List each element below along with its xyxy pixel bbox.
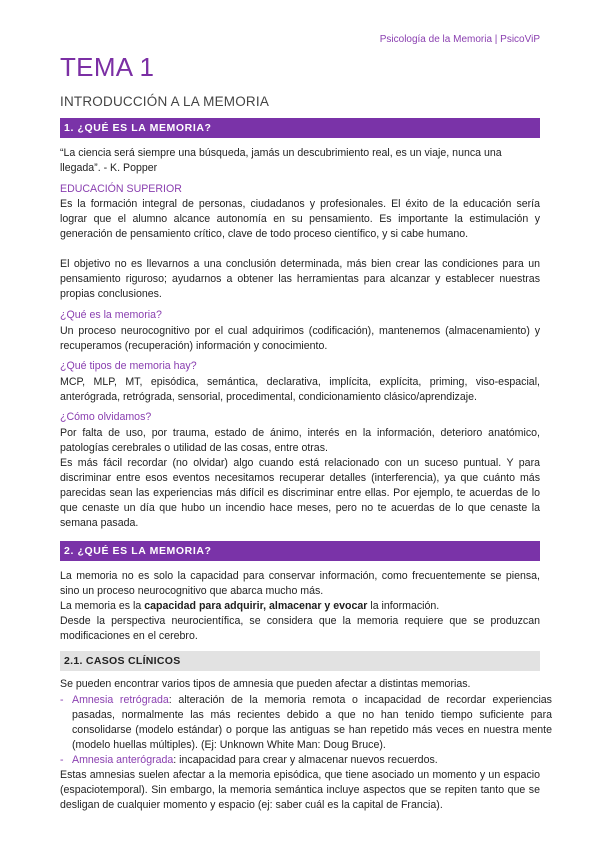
answer-paragraph-2: MCP, MLP, MT, episódica, semántica, declarativa, implícita, explícita, priming, viso-espacial, anterógrada, retrógrada, sensorial, procedimental, condicionamiento clásico/aprendizaje. (60, 376, 540, 403)
list-item-text: : alteración de la memoria remota o incapacidad de recordar experiencias pasadas, normalmente las más recientes debido a que no han tenido tiempo suficiente para consolidarse (modelo estándar) o porque las antiguas se han repetido más veces en nuestra mente (modelo huellas múltiples). (Ej: Unknown White Man: Doug Bruce). (72, 694, 552, 751)
edu-paragraph-2: El objetivo no es llevarnos a una conclusión determinada, más bien crear las condiciones para un pensamiento riguroso; ayudarnos a obtener las herramientas para alcanzar y establecer nuestras propias conclusiones. (60, 258, 540, 300)
question-heading-1: ¿Qué es la memoria? (60, 309, 162, 321)
section2-paragraph-1: La memoria no es solo la capacidad para conservar información, como frecuentemente se piensa, sino un proceso neurocognitivo que abarca mucho más. (60, 570, 540, 597)
list-item-label: Amnesia retrógrada (72, 694, 169, 706)
list-dash: - (60, 694, 64, 706)
section2-paragraph-3: Desde la perspectiva neurocientífica, se considera que la memoria requiere que se produzcan modificaciones en el cerebro. (60, 615, 540, 642)
answer-paragraph-3a: Por falta de uso, por trauma, estado de ánimo, interés en la información, deterioro anatómico, patologías cerebrales o utilidad de las cosas, entre otras. (60, 427, 540, 454)
amnesia-closing: Estas amnesias suelen afectar a la memoria episódica, que tiene asociado un momento y un espacio (espaciotemporal). Sin embargo, la memoria semántica incluye aspectos que se repiten tanto que se desligan de cualquier momento y espacio (ej: saber cuál es la capital de Francia). (60, 769, 540, 811)
list-item (60, 753, 552, 768)
popper-quote: “La ciencia será siempre una búsqueda, jamás un descubrimiento real, es un viaje, nunca una llegada”. - K. Popper (60, 147, 502, 174)
list-dash: - (60, 754, 64, 766)
subsection-heading-2-1: 2.1. CASOS CLÍNICOS (60, 651, 540, 671)
amnesia-intro: Se pueden encontrar varios tipos de amnesia que pueden afectar a distintas memorias. (60, 678, 471, 690)
answer-paragraph-3b: Es más fácil recordar (no olvidar) algo cuando está relacionado con un suceso puntual. Y para discriminar entre esos eventos necesitamos recuperar detalles (interferencia), ya que cuánto más parecidas sean las experiencias más difícil es discriminar entre ellas. Por ejemplo, te acuerdas de lo que cenaste un día que hubo un incendio hace meses, pero no te acuerdas de lo que cenaste la semana pasada. (60, 457, 540, 529)
section2-p2-post: la información. (367, 600, 440, 612)
running-header: Psicología de la Memoria | PsicoViP (379, 34, 540, 45)
list-item-label: Amnesia anterógrada (72, 754, 174, 766)
question-heading-3: ¿Cómo olvidamos? (60, 411, 152, 423)
chapter-subtitle: INTRODUCCIÓN A LA MEMORIA (60, 94, 270, 109)
section-heading-1: 1. ¿QUÉ ES LA MEMORIA? (60, 118, 540, 138)
edu-paragraph-1: Es la formación integral de personas, ciudadanos y profesionales. El éxito de la educación sería lograr que el alumno alcance autonomía en su pensamiento. Es importante la estimulación y generación de pensamiento crítico, clave de todo proceso científico, y si cabe humano. (60, 198, 540, 240)
section2-p2-bold: capacidad para adquirir, almacenar y evocar (144, 600, 368, 612)
answer-paragraph-1: Un proceso neurocognitivo por el cual adquirimos (codificación), mantenemos (almacenamiento) y recuperamos (recuperación) información y conocimiento. (60, 325, 540, 352)
section2-p2-pre: La memoria es la (60, 600, 145, 612)
list-item (60, 693, 552, 753)
chapter-title: TEMA 1 (60, 52, 155, 82)
list-item-text: : incapacidad para crear y almacenar nuevos recuerdos. (173, 754, 438, 766)
section2-paragraph-2 (60, 599, 540, 614)
edu-heading: EDUCACIÓN SUPERIOR (60, 183, 182, 195)
section-heading-2: 2. ¿QUÉ ES LA MEMORIA? (60, 541, 540, 561)
question-heading-2: ¿Qué tipos de memoria hay? (60, 360, 197, 372)
